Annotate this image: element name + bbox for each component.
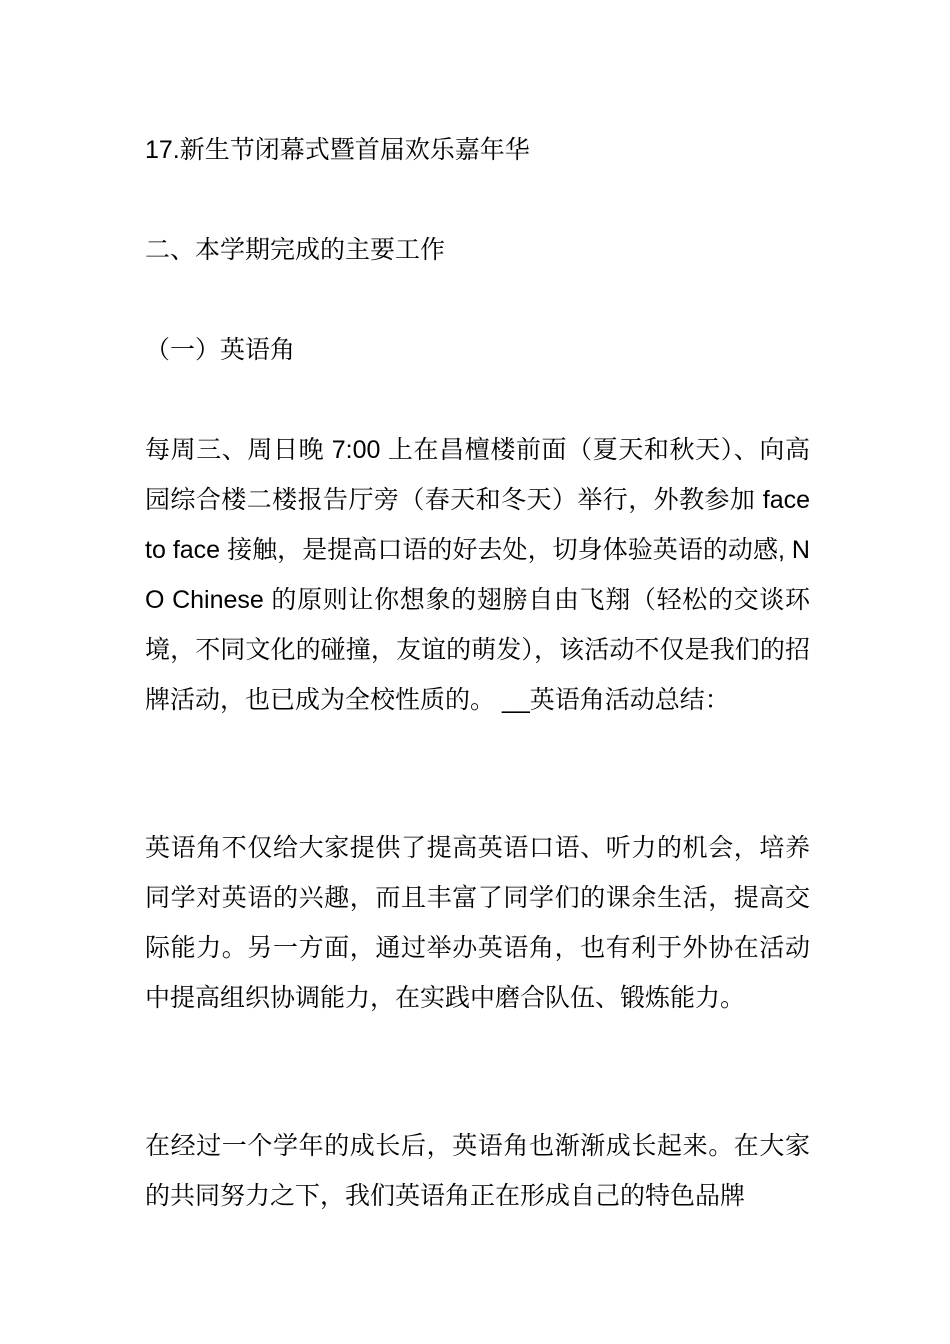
- body-paragraph-english-corner-growth: 在经过一个学年的成长后，英语角也渐渐成长起来。在大家的共同努力之下，我们英语角正在形成自己的特色品牌: [145, 1132, 810, 1210]
- list-item-17: 17.新生节闭幕式暨首届欢乐嘉年华: [145, 136, 530, 164]
- body-paragraph-english-corner-intro: 每周三、周日晚 7:00 上在昌檀楼前面（夏天和秋天）、向高园综合楼二楼报告厅旁（春天和冬天）举行，外教参加 face to face 接触，是提高口语的好去处，切身体验英语的动感, NO Chinese 的原则让你想象的翅膀自由飞翔（轻松的交谈环境，不同文化的碰撞，友谊的萌发），该活动不仅是我们的招牌活动，也已成为全校性质的。 __英语角活动总结：: [145, 436, 810, 714]
- body-paragraph-english-corner-benefits: 英语角不仅给大家提供了提高英语口语、听力的机会，培养同学对英语的兴趣，而且丰富了同学们的课余生活，提高交际能力。另一方面，通过举办英语角，也有利于外协在活动中提高组织协调能力，在实践中磨合队伍、锻炼能力。: [145, 834, 810, 1012]
- subsection-heading: （一）英语角: [145, 336, 296, 364]
- section-heading: 二、本学期完成的主要工作: [145, 236, 446, 264]
